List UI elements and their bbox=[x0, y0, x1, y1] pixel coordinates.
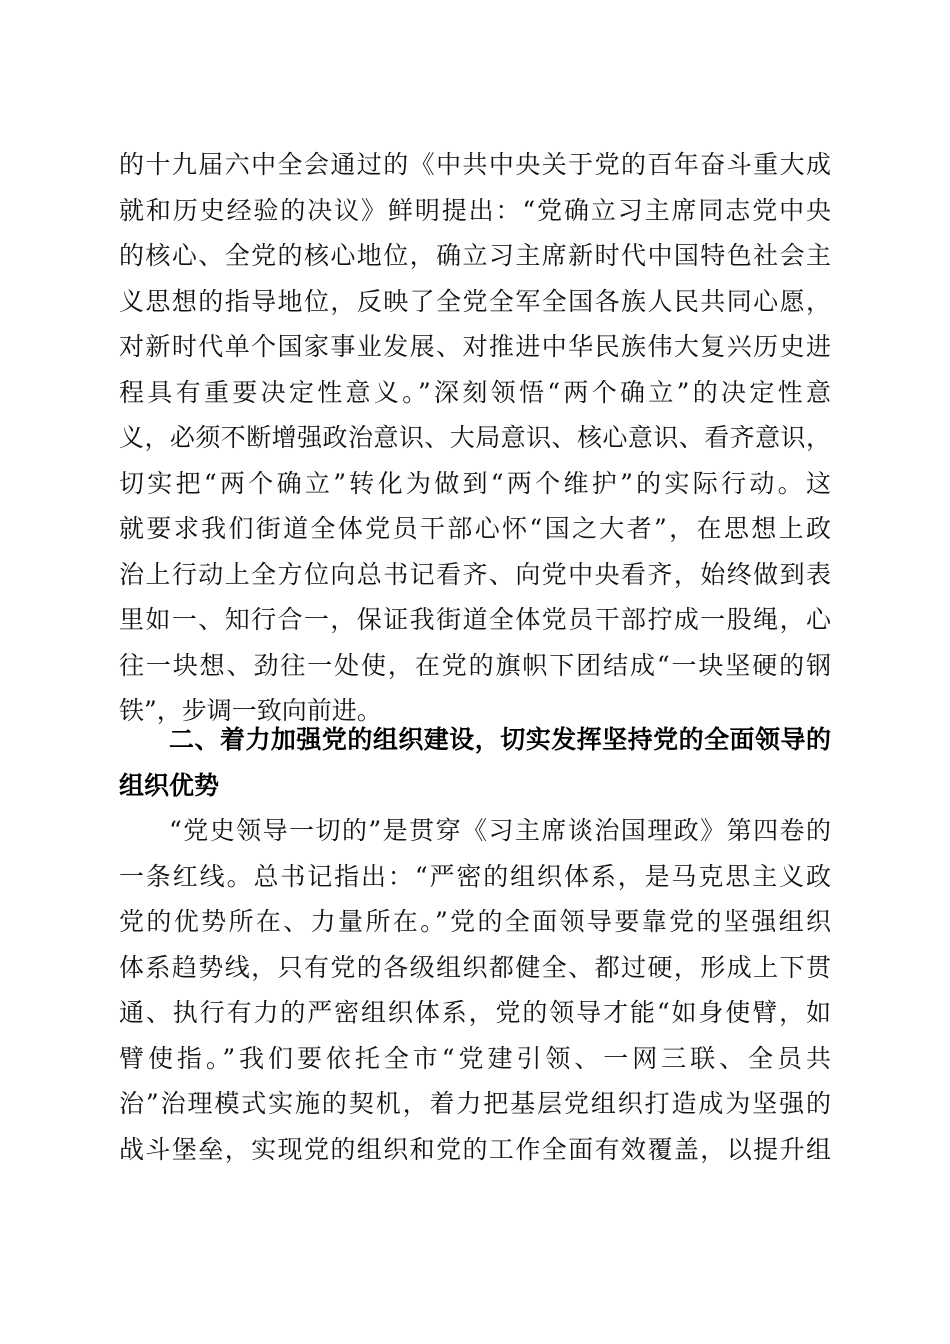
text-line: 的核心、全党的核心地位，确立习主席新时代中国特色社会主 bbox=[119, 241, 831, 270]
text-line: 战斗堡垒，实现党的组织和党的工作全面有效覆盖，以提升组 bbox=[119, 1134, 831, 1164]
text-line: 对新时代单个国家事业发展、对推进中华民族伟大复兴历史进 bbox=[119, 332, 831, 361]
heading-line: 组织优势 bbox=[119, 770, 220, 800]
heading-line: 二、着力加强党的组织建设，切实发挥坚持党的全面领导的 bbox=[169, 725, 831, 754]
text-line: 程具有重要决定性意义。”深刻领悟“两个确立”的决定性意 bbox=[119, 377, 831, 407]
text-line: 往一块想、劲往一处使，在党的旗帜下团结成“一块坚硬的钢 bbox=[119, 650, 831, 680]
paragraph-organization-building bbox=[119, 808, 831, 1172]
text-line: 铁”，步调一致向前进。 bbox=[119, 696, 382, 725]
text-line: 就要求我们街道全体党员干部心怀“国之大者”，在思想上政 bbox=[119, 514, 831, 543]
text-line: 里如一、知行合一，保证我街道全体党员干部拧成一股绳，心 bbox=[119, 605, 831, 634]
text-line: 治上行动上全方位向总书记看齐、向党中央看齐，始终做到表 bbox=[119, 559, 831, 589]
text-line: 的十九届六中全会通过的《中共中央关于党的百年奋斗重大成 bbox=[119, 150, 831, 179]
text-line: 就和历史经验的决议》鲜明提出：“党确立习主席同志党中央 bbox=[119, 195, 831, 225]
text-line: 切实把“两个确立”转化为做到“两个维护”的实际行动。这 bbox=[119, 468, 831, 498]
text-line: 党的优势所在、力量所在。”党的全面领导要靠党的坚强组织 bbox=[119, 907, 831, 936]
text-line: 体系趋势线，只有党的各级组织都健全、都过硬，形成上下贯 bbox=[119, 952, 831, 982]
text-line: 治”治理模式实施的契机，着力把基层党组织打造成为坚强的 bbox=[119, 1089, 831, 1118]
text-line: 臂使指。”我们要依托全市“党建引领、一网三联、全员共 bbox=[119, 1043, 831, 1073]
text-line: 义思想的指导地位，反映了全党全军全国各族人民共同心愿， bbox=[119, 286, 831, 316]
text-line: 一条红线。总书记指出：“严密的组织体系，是马克思主义政 bbox=[119, 861, 831, 891]
text-line: 义，必须不断增强政治意识、大局意识、核心意识、看齐意识， bbox=[119, 423, 831, 452]
text-line: “党史领导一切的”是贯穿《习主席谈治国理政》第四卷的 bbox=[169, 816, 831, 845]
text-line: 通、执行有力的严密组织体系，党的领导才能“如身使臂，如 bbox=[119, 998, 831, 1027]
section-heading bbox=[119, 717, 831, 808]
paragraph-two-establishments bbox=[119, 142, 831, 734]
